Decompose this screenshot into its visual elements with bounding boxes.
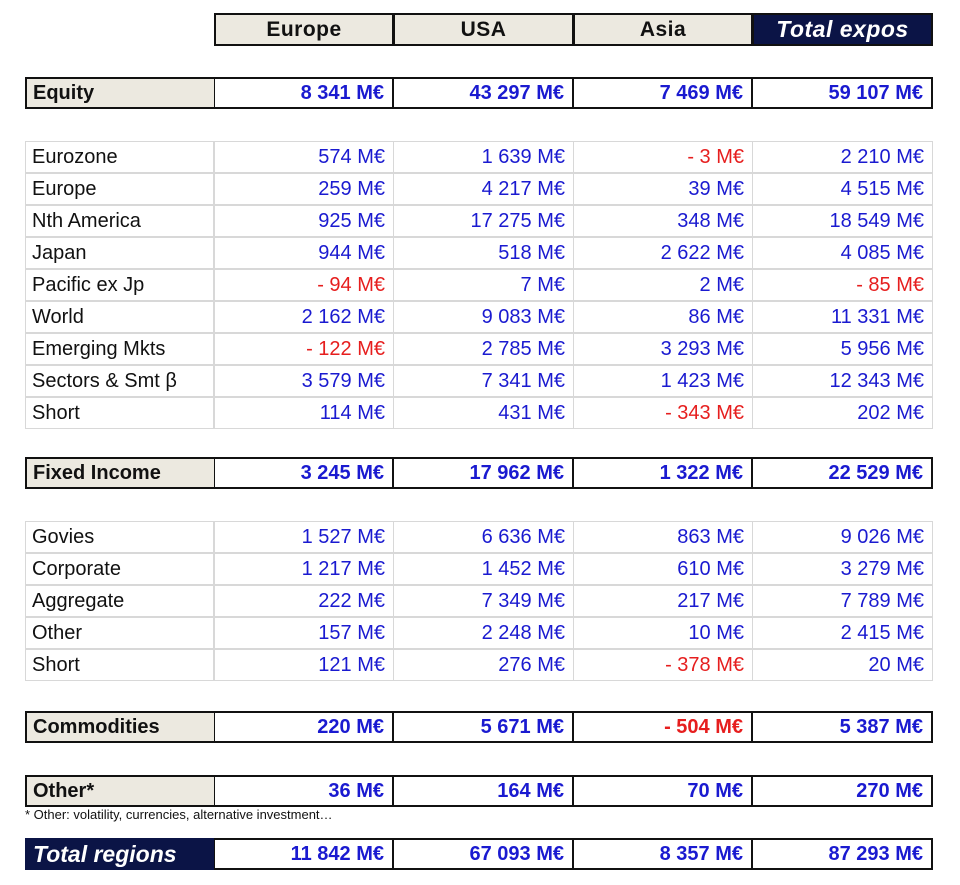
section-label-fixed-income: Fixed Income xyxy=(25,457,214,489)
section-value-other-total-expos: 270 M€ xyxy=(752,775,933,807)
row-value-asia: - 343 M€ xyxy=(573,397,753,429)
section-value-equity-usa: 43 297 M€ xyxy=(393,77,574,109)
section-value-commodities-total-expos: 5 387 M€ xyxy=(752,711,933,743)
section-value-other-usa: 164 M€ xyxy=(393,775,574,807)
row-value-europe: - 94 M€ xyxy=(214,269,394,301)
row-value-usa: 7 M€ xyxy=(393,269,574,301)
row-value-europe: 222 M€ xyxy=(214,585,394,617)
section-value-equity-europe: 8 341 M€ xyxy=(214,77,394,109)
row-value-usa: 9 083 M€ xyxy=(393,301,574,333)
row-value-europe: 2 162 M€ xyxy=(214,301,394,333)
row-value-asia: - 378 M€ xyxy=(573,649,753,681)
row-value-europe: - 122 M€ xyxy=(214,333,394,365)
row-value-asia: 2 622 M€ xyxy=(573,237,753,269)
row-value-total-expos: 11 331 M€ xyxy=(752,301,933,333)
row-value-total-expos: 2 210 M€ xyxy=(752,141,933,173)
row-label: Emerging Mkts xyxy=(25,333,214,365)
row-label: Aggregate xyxy=(25,585,214,617)
row-value-usa: 2 785 M€ xyxy=(393,333,574,365)
total-value-total-expos: 87 293 M€ xyxy=(752,838,933,870)
row-label: Other xyxy=(25,617,214,649)
row-value-total-expos: 4 085 M€ xyxy=(752,237,933,269)
section-label-equity: Equity xyxy=(25,77,214,109)
row-value-usa: 4 217 M€ xyxy=(393,173,574,205)
row-label: Pacific ex Jp xyxy=(25,269,214,301)
row-value-asia: - 3 M€ xyxy=(573,141,753,173)
row-value-usa: 7 341 M€ xyxy=(393,365,574,397)
row-label: Govies xyxy=(25,521,214,553)
row-label: World xyxy=(25,301,214,333)
section-value-commodities-europe: 220 M€ xyxy=(214,711,394,743)
row-value-asia: 610 M€ xyxy=(573,553,753,585)
row-value-usa: 6 636 M€ xyxy=(393,521,574,553)
row-value-asia: 348 M€ xyxy=(573,205,753,237)
row-value-usa: 518 M€ xyxy=(393,237,574,269)
section-value-fixed-income-usa: 17 962 M€ xyxy=(393,457,574,489)
row-value-asia: 39 M€ xyxy=(573,173,753,205)
row-value-total-expos: - 85 M€ xyxy=(752,269,933,301)
column-header-europe: Europe xyxy=(214,13,394,46)
row-label: Short xyxy=(25,397,214,429)
row-value-europe: 1 217 M€ xyxy=(214,553,394,585)
total-regions-label: Total regions xyxy=(25,838,214,870)
row-value-europe: 925 M€ xyxy=(214,205,394,237)
row-value-total-expos: 9 026 M€ xyxy=(752,521,933,553)
total-value-usa: 67 093 M€ xyxy=(393,838,574,870)
row-value-total-expos: 4 515 M€ xyxy=(752,173,933,205)
row-value-asia: 217 M€ xyxy=(573,585,753,617)
row-value-total-expos: 2 415 M€ xyxy=(752,617,933,649)
row-label: Eurozone xyxy=(25,141,214,173)
row-value-asia: 86 M€ xyxy=(573,301,753,333)
section-value-fixed-income-total-expos: 22 529 M€ xyxy=(752,457,933,489)
row-value-europe: 944 M€ xyxy=(214,237,394,269)
row-label: Europe xyxy=(25,173,214,205)
section-value-fixed-income-europe: 3 245 M€ xyxy=(214,457,394,489)
row-value-asia: 1 423 M€ xyxy=(573,365,753,397)
row-value-europe: 1 527 M€ xyxy=(214,521,394,553)
footnote: * Other: volatility, currencies, alternative investment… xyxy=(25,807,333,822)
section-label-other: Other* xyxy=(25,775,214,807)
row-value-total-expos: 5 956 M€ xyxy=(752,333,933,365)
row-value-total-expos: 18 549 M€ xyxy=(752,205,933,237)
section-label-commodities: Commodities xyxy=(25,711,214,743)
row-value-total-expos: 20 M€ xyxy=(752,649,933,681)
total-value-europe: 11 842 M€ xyxy=(214,838,394,870)
row-value-europe: 574 M€ xyxy=(214,141,394,173)
row-label: Japan xyxy=(25,237,214,269)
row-value-total-expos: 12 343 M€ xyxy=(752,365,933,397)
total-value-asia: 8 357 M€ xyxy=(573,838,753,870)
row-value-europe: 114 M€ xyxy=(214,397,394,429)
section-value-other-asia: 70 M€ xyxy=(573,775,753,807)
row-value-europe: 157 M€ xyxy=(214,617,394,649)
row-value-asia: 10 M€ xyxy=(573,617,753,649)
section-value-equity-asia: 7 469 M€ xyxy=(573,77,753,109)
row-value-usa: 276 M€ xyxy=(393,649,574,681)
column-header-asia: Asia xyxy=(573,13,753,46)
row-value-usa: 431 M€ xyxy=(393,397,574,429)
row-value-usa: 1 452 M€ xyxy=(393,553,574,585)
row-value-europe: 3 579 M€ xyxy=(214,365,394,397)
row-value-usa: 1 639 M€ xyxy=(393,141,574,173)
row-label: Nth America xyxy=(25,205,214,237)
row-value-europe: 259 M€ xyxy=(214,173,394,205)
row-label: Corporate xyxy=(25,553,214,585)
row-value-asia: 863 M€ xyxy=(573,521,753,553)
row-label: Sectors & Smt β xyxy=(25,365,214,397)
row-value-usa: 17 275 M€ xyxy=(393,205,574,237)
section-value-equity-total-expos: 59 107 M€ xyxy=(752,77,933,109)
row-value-total-expos: 202 M€ xyxy=(752,397,933,429)
row-value-asia: 3 293 M€ xyxy=(573,333,753,365)
row-value-europe: 121 M€ xyxy=(214,649,394,681)
section-value-commodities-asia: - 504 M€ xyxy=(573,711,753,743)
column-header-total-expos: Total expos xyxy=(752,13,933,46)
row-label: Short xyxy=(25,649,214,681)
row-value-usa: 7 349 M€ xyxy=(393,585,574,617)
section-value-commodities-usa: 5 671 M€ xyxy=(393,711,574,743)
row-value-total-expos: 7 789 M€ xyxy=(752,585,933,617)
row-value-usa: 2 248 M€ xyxy=(393,617,574,649)
column-header-usa: USA xyxy=(393,13,574,46)
section-value-fixed-income-asia: 1 322 M€ xyxy=(573,457,753,489)
row-value-asia: 2 M€ xyxy=(573,269,753,301)
row-value-total-expos: 3 279 M€ xyxy=(752,553,933,585)
section-value-other-europe: 36 M€ xyxy=(214,775,394,807)
